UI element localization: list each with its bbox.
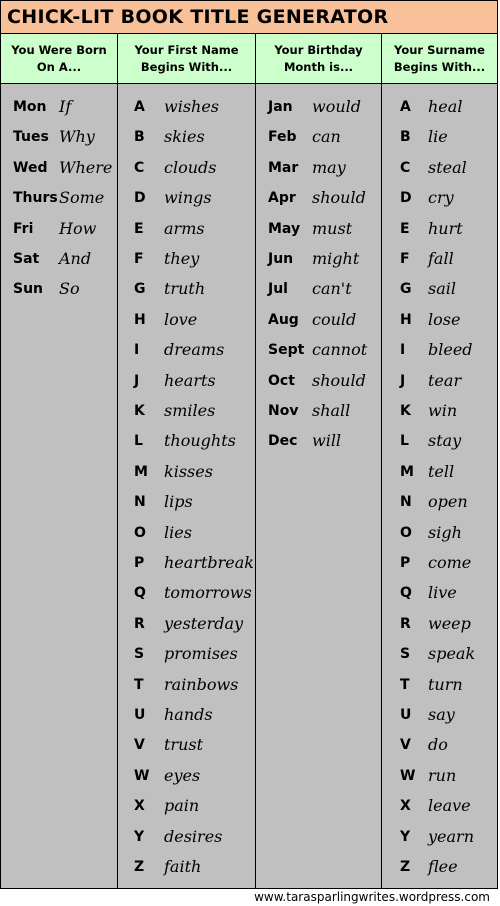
first-name-row	[118, 396, 255, 426]
surname-key: O	[400, 524, 412, 541]
first-name-word: rainbows	[164, 674, 239, 694]
first-name-row	[118, 92, 255, 122]
first-name-key: P	[134, 555, 145, 571]
day-key: Sat	[13, 251, 40, 267]
surname-word: steal	[428, 157, 467, 177]
month-key: Dec	[268, 433, 298, 450]
surname-key: M	[400, 463, 414, 480]
first-name-word: skies	[164, 127, 205, 147]
surname-key: Y	[400, 828, 411, 845]
month-row	[256, 426, 381, 456]
surname-key: J	[400, 372, 406, 389]
day-word: Some	[59, 188, 105, 208]
first-name-word: wings	[164, 188, 212, 208]
day-word: If	[59, 97, 72, 116]
month-word: must	[312, 218, 353, 238]
day-row	[1, 153, 117, 183]
surname-row	[382, 822, 497, 852]
surname-key: V	[400, 737, 411, 754]
first-name-row	[118, 457, 255, 487]
first-name-key: C	[134, 159, 145, 176]
first-name-row	[118, 822, 255, 852]
surname-row	[382, 122, 497, 152]
day-key: Fri	[13, 220, 34, 237]
month-word: would	[312, 97, 361, 116]
surname-row	[382, 852, 497, 882]
first-name-key: U	[134, 707, 146, 723]
month-row	[256, 153, 381, 183]
surname-row	[382, 457, 497, 487]
first-name-row	[118, 214, 255, 244]
header-month: Your Birthday Month is...	[255, 34, 382, 84]
day-key: Sun	[13, 281, 44, 298]
first-name-key: G	[134, 281, 146, 298]
surname-key: H	[400, 311, 412, 328]
first-name-row	[118, 518, 255, 548]
first-name-row	[118, 730, 255, 760]
first-name-key: Z	[134, 859, 145, 875]
surname-row	[382, 639, 497, 669]
surname-key: S	[400, 646, 411, 663]
first-name-row	[118, 578, 255, 608]
month-key: May	[268, 220, 301, 237]
month-word: may	[312, 157, 346, 177]
footer-url: www.tarasparlingwrites.wordpress.com	[254, 890, 490, 904]
first-name-key: R	[134, 615, 145, 632]
surname-word: say	[428, 705, 455, 724]
first-name-key: J	[134, 372, 140, 389]
surname-row	[382, 274, 497, 304]
first-name-row	[118, 426, 255, 456]
surname-word: fall	[428, 249, 454, 268]
surname-row	[382, 578, 497, 608]
month-row	[256, 183, 381, 213]
first-name-word: heartbreak	[164, 553, 254, 572]
month-row	[256, 244, 381, 274]
column-surname	[381, 84, 498, 889]
first-name-word: hands	[164, 705, 213, 724]
month-word: could	[312, 309, 357, 329]
header-day: You Were Born On A...	[0, 34, 118, 84]
first-name-key: V	[134, 737, 145, 754]
first-name-row	[118, 244, 255, 274]
month-row	[256, 366, 381, 396]
surname-key: E	[400, 220, 410, 237]
first-name-word: desires	[164, 826, 223, 846]
month-row	[256, 335, 381, 365]
first-name-word: eyes	[164, 765, 201, 785]
surname-word: tear	[428, 370, 462, 390]
first-name-key: Y	[134, 828, 145, 845]
surname-word: turn	[428, 674, 463, 694]
day-key: Mon	[13, 99, 47, 115]
surname-key: K	[400, 403, 411, 419]
first-name-row	[118, 335, 255, 365]
first-name-word: kisses	[164, 461, 213, 481]
header-surname: Your Surname Begins With...	[381, 34, 498, 84]
month-row	[256, 396, 381, 426]
page-title: CHICK-LIT BOOK TITLE GENERATOR	[0, 0, 498, 34]
month-key: Jun	[268, 251, 294, 267]
surname-word: tell	[428, 461, 455, 481]
day-word: So	[59, 279, 80, 299]
first-name-key: H	[134, 311, 146, 328]
surname-word: cry	[428, 188, 454, 208]
month-key: Apr	[268, 190, 296, 207]
day-row	[1, 92, 117, 122]
first-name-key: Q	[134, 585, 146, 602]
surname-key: G	[400, 281, 412, 298]
first-name-row	[118, 366, 255, 396]
first-name-row	[118, 670, 255, 700]
surname-word: come	[428, 553, 472, 572]
surname-key: U	[400, 707, 412, 723]
surname-word: speak	[428, 644, 476, 664]
day-word: Why	[59, 127, 95, 147]
month-word: shall	[312, 401, 351, 420]
surname-word: live	[428, 583, 457, 603]
surname-word: run	[428, 765, 457, 785]
surname-word: sigh	[428, 522, 462, 542]
first-name-key: N	[134, 494, 146, 511]
column-month	[255, 84, 382, 889]
month-key: Feb	[268, 129, 297, 146]
month-key: Aug	[268, 311, 299, 328]
surname-word: do	[428, 735, 448, 755]
first-name-row	[118, 639, 255, 669]
first-name-word: smiles	[164, 401, 216, 420]
header-row	[0, 34, 498, 84]
first-name-word: dreams	[164, 340, 225, 360]
surname-row	[382, 670, 497, 700]
surname-word: yearn	[428, 826, 474, 846]
first-name-word: thoughts	[164, 431, 236, 451]
first-name-row	[118, 761, 255, 791]
first-name-key: W	[134, 767, 150, 784]
surname-word: flee	[428, 857, 458, 876]
first-name-key: S	[134, 646, 145, 663]
surname-word: lie	[428, 127, 448, 147]
day-row	[1, 244, 117, 274]
surname-row	[382, 426, 497, 456]
day-key: Wed	[13, 159, 48, 176]
month-row	[256, 274, 381, 304]
surname-key: B	[400, 129, 411, 146]
day-row	[1, 183, 117, 213]
month-word: should	[312, 370, 366, 390]
first-name-word: hearts	[164, 370, 216, 390]
surname-key: Z	[400, 859, 411, 875]
surname-word: leave	[428, 796, 471, 816]
first-name-key: E	[134, 220, 144, 237]
first-name-row	[118, 305, 255, 335]
surname-word: stay	[428, 431, 462, 451]
surname-word: heal	[428, 97, 463, 116]
month-key: Mar	[268, 159, 299, 176]
day-row	[1, 274, 117, 304]
surname-row	[382, 396, 497, 426]
month-row	[256, 305, 381, 335]
day-word: Where	[59, 157, 113, 177]
first-name-key: D	[134, 190, 146, 207]
first-name-key: B	[134, 129, 145, 146]
surname-row	[382, 153, 497, 183]
month-word: can't	[312, 279, 352, 299]
month-key: Nov	[268, 403, 299, 419]
surname-word: sail	[428, 279, 456, 299]
day-row	[1, 214, 117, 244]
first-name-row	[118, 274, 255, 304]
surname-row	[382, 730, 497, 760]
surname-key: A	[400, 99, 411, 115]
surname-row	[382, 305, 497, 335]
surname-row	[382, 244, 497, 274]
surname-key: I	[400, 342, 406, 359]
surname-row	[382, 548, 497, 578]
surname-word: lose	[428, 309, 461, 329]
first-name-key: X	[134, 798, 145, 815]
first-name-word: tomorrows	[164, 583, 252, 603]
first-name-word: truth	[164, 279, 206, 299]
surname-row	[382, 335, 497, 365]
first-name-row	[118, 122, 255, 152]
first-name-key: A	[134, 99, 145, 115]
first-name-row	[118, 548, 255, 578]
surname-row	[382, 92, 497, 122]
surname-row	[382, 791, 497, 821]
first-name-word: wishes	[164, 97, 220, 116]
month-word: will	[312, 431, 342, 451]
first-name-key: O	[134, 524, 146, 541]
first-name-word: yesterday	[164, 613, 244, 633]
surname-key: T	[400, 676, 410, 693]
first-name-word: faith	[164, 857, 202, 876]
surname-key: L	[400, 433, 409, 450]
month-word: should	[312, 188, 366, 208]
first-name-key: T	[134, 676, 144, 693]
day-key: Thurs	[13, 190, 58, 207]
first-name-key: L	[134, 433, 143, 450]
surname-key: D	[400, 190, 412, 207]
first-name-key: K	[134, 403, 145, 419]
surname-key: Q	[400, 585, 412, 602]
surname-row	[382, 761, 497, 791]
surname-word: bleed	[428, 340, 473, 360]
surname-row	[382, 487, 497, 517]
month-key: Jan	[268, 99, 293, 115]
surname-row	[382, 518, 497, 548]
first-name-word: clouds	[164, 157, 217, 177]
first-name-word: pain	[164, 796, 200, 816]
first-name-word: lies	[164, 522, 192, 542]
day-word: How	[59, 218, 97, 238]
month-word: can	[312, 127, 341, 147]
first-name-row	[118, 791, 255, 821]
first-name-key: I	[134, 342, 140, 359]
surname-word: hurt	[428, 218, 463, 238]
month-key: Sept	[268, 342, 305, 359]
first-name-key: F	[134, 251, 144, 267]
first-name-word: lips	[164, 492, 193, 512]
first-name-row	[118, 852, 255, 882]
surname-word: win	[428, 401, 458, 420]
surname-row	[382, 609, 497, 639]
month-row	[256, 92, 381, 122]
surname-row	[382, 214, 497, 244]
header-first-name: Your First Name Begins With...	[117, 34, 256, 84]
column-day	[0, 84, 118, 889]
surname-key: N	[400, 494, 412, 511]
surname-key: X	[400, 798, 411, 815]
month-row	[256, 122, 381, 152]
surname-row	[382, 183, 497, 213]
first-name-word: arms	[164, 218, 205, 238]
column-first-name	[117, 84, 256, 889]
first-name-row	[118, 487, 255, 517]
surname-key: F	[400, 251, 410, 267]
first-name-word: love	[164, 309, 198, 329]
surname-word: weep	[428, 613, 471, 633]
month-key: Jul	[268, 281, 288, 298]
first-name-word: trust	[164, 735, 204, 755]
day-word: And	[59, 249, 92, 268]
surname-row	[382, 366, 497, 396]
surname-row	[382, 700, 497, 730]
first-name-word: promises	[164, 644, 238, 664]
month-word: cannot	[312, 340, 368, 360]
first-name-key: M	[134, 463, 148, 480]
surname-key: W	[400, 767, 416, 784]
first-name-row	[118, 700, 255, 730]
surname-key: C	[400, 159, 411, 176]
month-key: Oct	[268, 372, 295, 389]
month-row	[256, 214, 381, 244]
day-row	[1, 122, 117, 152]
day-key: Tues	[13, 129, 49, 146]
first-name-row	[118, 183, 255, 213]
first-name-word: they	[164, 249, 200, 268]
first-name-row	[118, 153, 255, 183]
surname-word: open	[428, 492, 468, 512]
first-name-row	[118, 609, 255, 639]
surname-key: P	[400, 555, 411, 571]
surname-key: R	[400, 615, 411, 632]
month-word: might	[312, 249, 360, 268]
